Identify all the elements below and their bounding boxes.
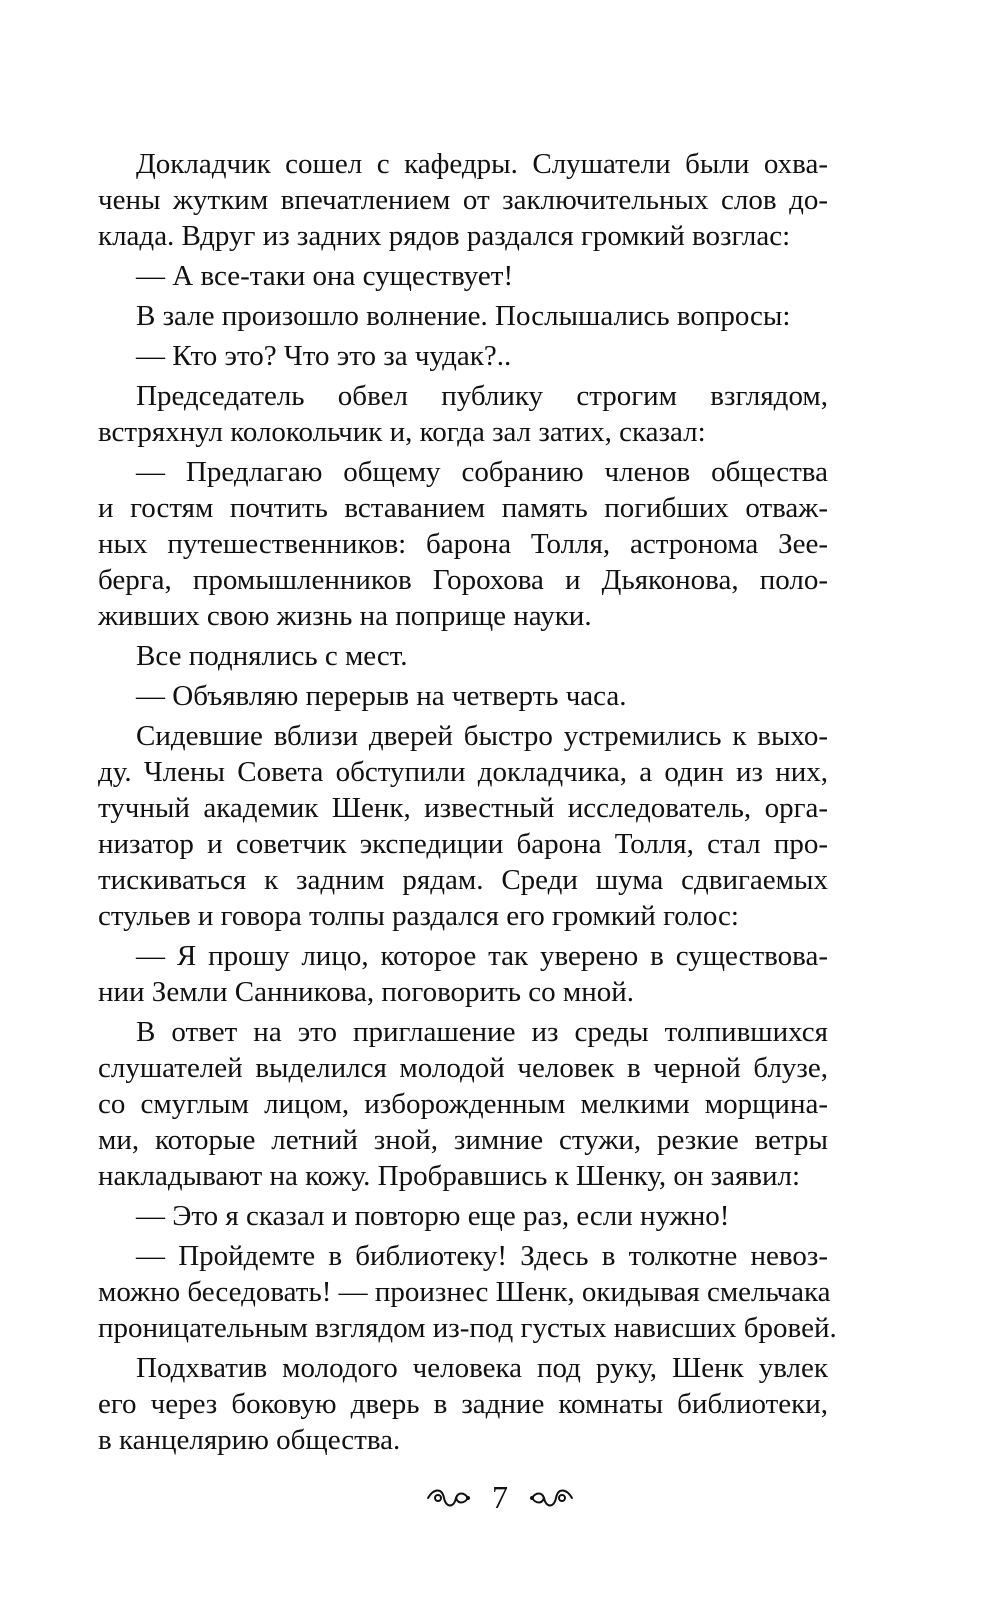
- paragraph: [98, 1238, 837, 1346]
- paragraph: [98, 938, 828, 1010]
- text-line: Подхватив молодого человека под руку, Шенк увлек: [136, 1352, 828, 1384]
- text-line: ных путешественников: барона Толля, астронома Зее-: [98, 528, 828, 560]
- text-line: — Предлагаю общему собранию членов общества: [136, 456, 828, 488]
- text-line: проницательным взглядом из-под густых нависших бровей.: [98, 1312, 837, 1344]
- text-line: со смуглым лицом, изборожденным мелкими морщина-: [98, 1088, 828, 1120]
- text-line: накладывают на кожу. Пробравшись к Шенку, он заявил:: [98, 1160, 801, 1192]
- text-line: стульев и говора толпы раздался его громкий голос:: [98, 900, 739, 932]
- text-line: нии Земли Санникова, поговорить со мной.: [98, 976, 634, 1008]
- paragraph: [98, 454, 828, 634]
- text-line: его через боковую дверь в задние комнаты библиотеки,: [98, 1388, 828, 1420]
- text-line: в канцелярию общества.: [98, 1424, 401, 1456]
- text-line: — Это я сказал и повторю еще раз, если нужно!: [136, 1200, 730, 1232]
- text-line: чены жутким впечатлением от заключительных слов до-: [98, 184, 828, 216]
- text-line: можно беседовать! — произнес Шенк, окидывая смельчака: [98, 1276, 831, 1308]
- paragraph: [98, 718, 828, 934]
- paragraph: [98, 378, 828, 450]
- paragraph: [98, 258, 828, 294]
- text-line: В ответ на это приглашение из среды толпившихся: [136, 1016, 828, 1048]
- paragraph: [98, 298, 828, 334]
- text-line: — А все-таки она существует!: [136, 260, 514, 292]
- text-line: клада. Вдруг из задних рядов раздался громкий возглас:: [98, 220, 791, 252]
- text-line: — Объявляю перерыв на четверть часа.: [136, 680, 627, 712]
- text-line: тучный академик Шенк, известный исследователь, орга-: [98, 792, 828, 824]
- text-line: и гостям почтить вставанием память погибших отваж-: [98, 492, 828, 524]
- paragraph: [98, 1198, 828, 1234]
- text-line: Сидевшие вблизи дверей быстро устремились к выхо-: [136, 720, 828, 752]
- text-line: — Я прошу лицо, которое так уверено в существова-: [136, 940, 828, 972]
- text-line: ми, которые летний зной, зимние стужи, резкие ветры: [98, 1124, 828, 1156]
- text-line: слушателей выделился молодой человек в черной блузе,: [98, 1052, 828, 1084]
- page-body: [98, 146, 837, 1462]
- text-line: встряхнул колокольчик и, когда зал затих, сказал:: [98, 416, 706, 448]
- flourish-ornament-icon: [530, 1484, 574, 1512]
- page-number: 7: [492, 1479, 508, 1516]
- paragraph: [98, 678, 828, 714]
- paragraph: [98, 338, 828, 374]
- text-line: Все поднялись с мест.: [136, 640, 408, 672]
- paragraph: [98, 146, 828, 254]
- text-line: Докладчик сошел с кафедры. Слушатели были охва-: [136, 148, 828, 180]
- text-line: низатор и советчик экспедиции барона Толля, стал про-: [98, 828, 828, 860]
- text-line: В зале произошло волнение. Послышались вопросы:: [136, 300, 791, 332]
- paragraph: [98, 638, 828, 674]
- text-line: — Кто это? Что это за чудак?..: [136, 340, 512, 372]
- paragraph: [98, 1014, 828, 1194]
- paragraph: [98, 1350, 828, 1458]
- text-line: Председатель обвел публику строгим взглядом,: [136, 380, 828, 412]
- text-line: тискиваться к задним рядам. Среди шума сдвигаемых: [98, 864, 828, 896]
- text-line: — Пройдемте в библиотеку! Здесь в толкотне невоз-: [136, 1240, 828, 1272]
- text-line: живших свою жизнь на поприще науки.: [98, 600, 592, 632]
- flourish-ornament-icon: [426, 1484, 470, 1512]
- text-line: ду. Члены Совета обступили докладчика, а один из них,: [98, 756, 828, 788]
- text-line: берга, промышленников Горохова и Дьяконова, поло-: [98, 564, 828, 596]
- page-footer: [0, 1476, 1000, 1516]
